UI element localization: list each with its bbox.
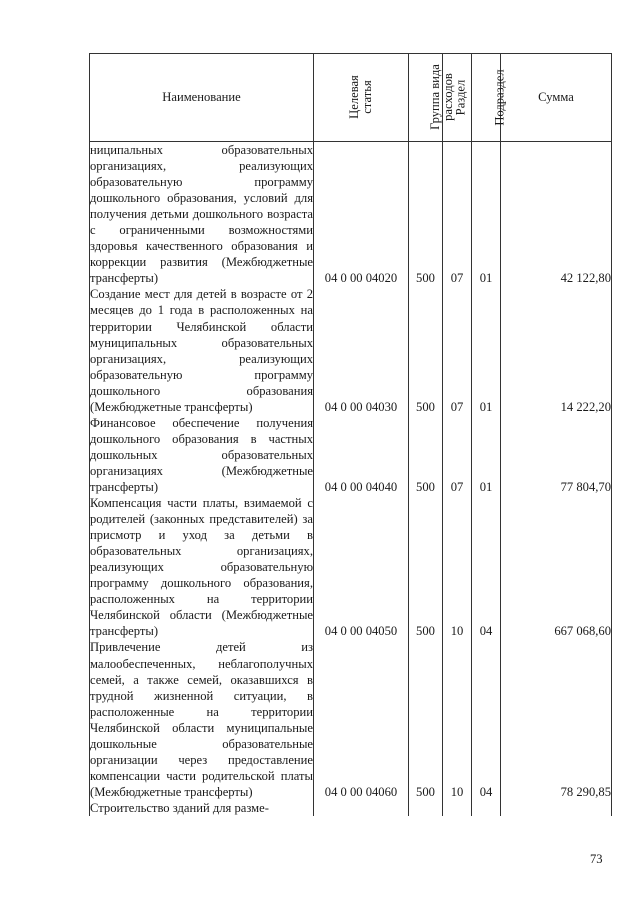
row-article: [314, 800, 409, 816]
row-sum: 78 290,85: [501, 639, 612, 799]
page-number: 73: [590, 852, 603, 866]
header-name: Наименование: [90, 54, 314, 142]
row-subsection: 04: [472, 639, 501, 799]
row-group: 500: [409, 639, 443, 799]
row-sum: 667 068,60: [501, 495, 612, 639]
table-row: [90, 639, 612, 799]
row-article: 04 0 00 04020: [314, 142, 409, 287]
row-article: 04 0 00 04060: [314, 639, 409, 799]
header-sum: Сумма: [501, 54, 612, 142]
table-row: [90, 286, 612, 414]
table-row: [90, 142, 612, 287]
row-name: Строительство зданий для разме-: [90, 800, 314, 816]
row-name: Создание мест для детей в возрасте от 2 месяцев до 1 года в расположенных на территории Челябинской области муниципальных образовательных организациях, реализующих образовательную программу дошкольного образования (Межбюджетные трансферты): [90, 287, 313, 414]
row-subsection: 01: [472, 142, 501, 287]
row-group: 500: [409, 142, 443, 287]
header-group: Группа вида расходов: [409, 54, 443, 142]
row-sum: 77 804,70: [501, 415, 612, 495]
row-group: [409, 800, 443, 816]
row-sum: 42 122,80: [501, 142, 612, 287]
row-section: [443, 800, 472, 816]
row-subsection: [472, 800, 501, 816]
row-sum: 14 222,20: [501, 286, 612, 414]
row-article: 04 0 00 04050: [314, 495, 409, 639]
row-article: 04 0 00 04030: [314, 286, 409, 414]
row-group: 500: [409, 495, 443, 639]
row-section: 07: [443, 142, 472, 287]
budget-table: [89, 53, 612, 816]
row-subsection: 01: [472, 286, 501, 414]
row-group: 500: [409, 286, 443, 414]
row-name: ниципальных образовательных организациях, реализующих образовательную программу дошкольного образования, условий для получения детьми дошкольного возраста с ограниченными возможностями здоровья качественного образования и коррекции развития (Межбюджетные трансферты): [90, 143, 313, 286]
row-subsection: 04: [472, 495, 501, 639]
row-section: 07: [443, 415, 472, 495]
row-name: Компенсация части платы, взимаемой с родителей (законных представителей) за присмотр и уход за детьми в образовательных организациях, реализующих образовательную программу дошкольного образования, расположенных на территории Челябинской области (Межбюджетные трансферты): [90, 496, 313, 639]
header-section: Раздел: [443, 54, 472, 142]
table-row: [90, 495, 612, 639]
row-group: 500: [409, 415, 443, 495]
row-sum: [501, 800, 612, 816]
row-name: Финансовое обеспечение получения дошкольного образования в частных дошкольных образовательных организациях (Межбюджетные трансферты): [90, 415, 313, 494]
row-section: 10: [443, 495, 472, 639]
table-row: [90, 415, 612, 495]
row-section: 07: [443, 286, 472, 414]
table-header-row: [90, 54, 612, 142]
row-name: Привлечение детей из малообеспеченных, неблагополучных семей, а также семей, оказавшихся в трудной жизненной ситуации, в расположенные на территории Челябинской области муниципальные дошкольные образовательные организации через предоставление компенсации части родительской платы (Межбюджетные трансферты): [90, 640, 313, 799]
header-subsection: Подраздел: [472, 54, 501, 142]
row-section: 10: [443, 639, 472, 799]
row-article: 04 0 00 04040: [314, 415, 409, 495]
header-article: Целевая статья: [314, 54, 409, 142]
row-subsection: 01: [472, 415, 501, 495]
table-row: [90, 800, 612, 816]
